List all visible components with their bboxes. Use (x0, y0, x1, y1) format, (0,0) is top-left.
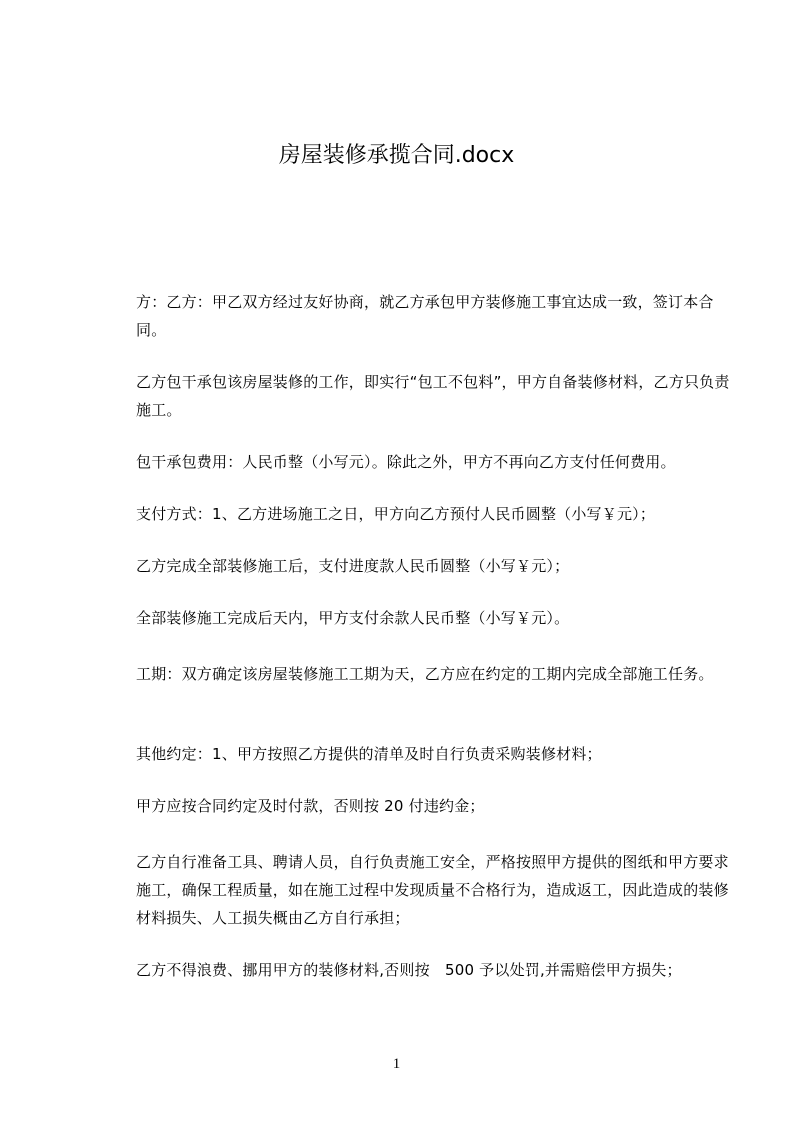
document-title: 房屋装修承揽合同.docx (278, 143, 515, 168)
paragraph-contract-scope: 乙方包干承包该房屋装修的工作，即实行“包工不包料”，甲方自备装修材料，乙方只负责施工。 (136, 373, 730, 419)
paragraph-construction-period: 工期：双方确定该房屋装修施工工期为天，乙方应在约定的工期内完成全部施工任务。 (136, 665, 714, 683)
paragraph-contract-fee: 包干承包费用：人民币整（小写元）。除此之外，甲方不再向乙方支付任何费用。 (136, 453, 676, 471)
paragraph-progress-payment: 乙方完成全部装修施工后，支付进度款人民币圆整（小写￥元）； (136, 557, 570, 575)
paragraph-preamble: 方：乙方：甲乙双方经过友好协商，就乙方承包甲方装修施工事宜达成一致，签订本合同。 (136, 293, 714, 339)
paragraph-contractor-duties: 乙方自行准备工具、聘请人员，自行负责施工安全，严格按照甲方提供的图纸和甲方要求施工，确保工程质量，如在施工过程中发现质量不合格行为，造成返工，因此造成的装修材料损失、人工损失概由乙方自行承担； (136, 853, 729, 927)
paragraph-late-payment: 甲方应按合同约定及时付款，否则按 20 付违约金； (136, 797, 485, 815)
page-number: 1 (392, 1056, 401, 1072)
paragraph-material-waste: 乙方不得浪费、挪用甲方的装修材料,否则按 500 予以处罚,并需赔偿甲方损失； (136, 961, 682, 979)
paragraph-payment-method: 支付方式：1、乙方进场施工之日，甲方向乙方预付人民币圆整（小写￥元）； (136, 505, 656, 523)
paragraph-other-agreements: 其他约定：1、甲方按照乙方提供的清单及时自行负责采购装修材料； (136, 745, 602, 763)
paragraph-final-payment: 全部装修施工完成后天内，甲方支付余款人民币整（小写￥元）。 (136, 609, 570, 627)
